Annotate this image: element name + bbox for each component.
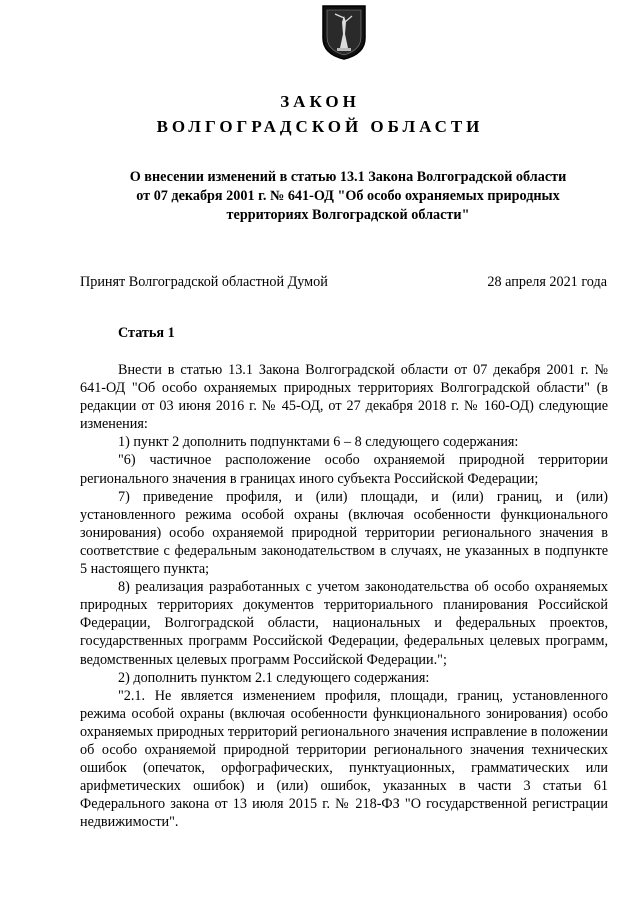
article-paragraph: "6) частичное расположение особо охраняемой природной территории регионального значения в границах иного субъекта Российской Федерации; [80, 452, 608, 487]
adopted-by: Принят Волгоградской областной Думой [80, 274, 328, 290]
law-region-title: ВОЛГОГРАДСКОЙ ОБЛАСТИ [156, 117, 484, 136]
adoption-date: 28 апреля 2021 года [487, 274, 607, 290]
article-body [80, 361, 608, 831]
article-paragraph: Внести в статью 13.1 Закона Волгоградской области от 07 декабря 2001 г. № 641-ОД "Об особо охраняемых природных территориях Волгоградской области" (в редакции от 03 июня 2016 г. № 45-ОД, от 27 декабря 2018 г. № 160-ОД) следующие изменения: [80, 362, 608, 433]
subject-line: от 07 декабря 2001 г. № 641-ОД "Об особо охраняемых природных [136, 188, 560, 204]
law-subject [80, 168, 616, 225]
article-paragraph: "2.1. Не является изменением профиля, площади, границ, установленного режима особой охраны (включая особенности функционального зонирования) особо охраняемых природных территорий регионального значения исправление в положении об особо охраняемой природной территории регионального значения технических ошибок (опечаток, орфографических, пунктуационных, грамматических или арифметических ошибок) и (или) ошибок, указанных в части 3 статьи 61 Федерального закона от 13 июля 2015 г. № 218-ФЗ "О государственной регистрации недвижимости". [80, 687, 608, 831]
article-paragraph: 8) реализация разработанных с учетом законодательства об особо охраняемых природных территориях документов территориального планирования Российской Федерации, Волгоградской области, национальных и федеральных проектов, государственных программ Российской Федерации, федеральных целевых программ, ведомственных целевых программ Российской Федерации."; [80, 579, 608, 668]
article-heading: Статья 1 [118, 325, 175, 341]
volgograd-coat-of-arms-icon [321, 4, 367, 60]
subject-line: территориях Волгоградской области" [226, 207, 470, 223]
article-paragraph: 7) приведение профиля, и (или) площади, и (или) границ, и (или) установленного режима особой охраны (включая особенности функционального зонирования) особо охраняемой природной территории регионального значения в соответствие с федеральным законодательством в случаях, не указанных в подпункте 5 настоящего пункта; [80, 488, 608, 578]
subject-line: О внесении изменений в статью 13.1 Закона Волгоградской области [129, 169, 567, 185]
article-paragraph: 2) дополнить пунктом 2.1 следующего содержания: [118, 669, 430, 686]
article-paragraph: 1) пункт 2 дополнить подпунктами 6 – 8 следующего содержания: [118, 434, 519, 451]
law-title: ЗАКОН [280, 92, 360, 111]
